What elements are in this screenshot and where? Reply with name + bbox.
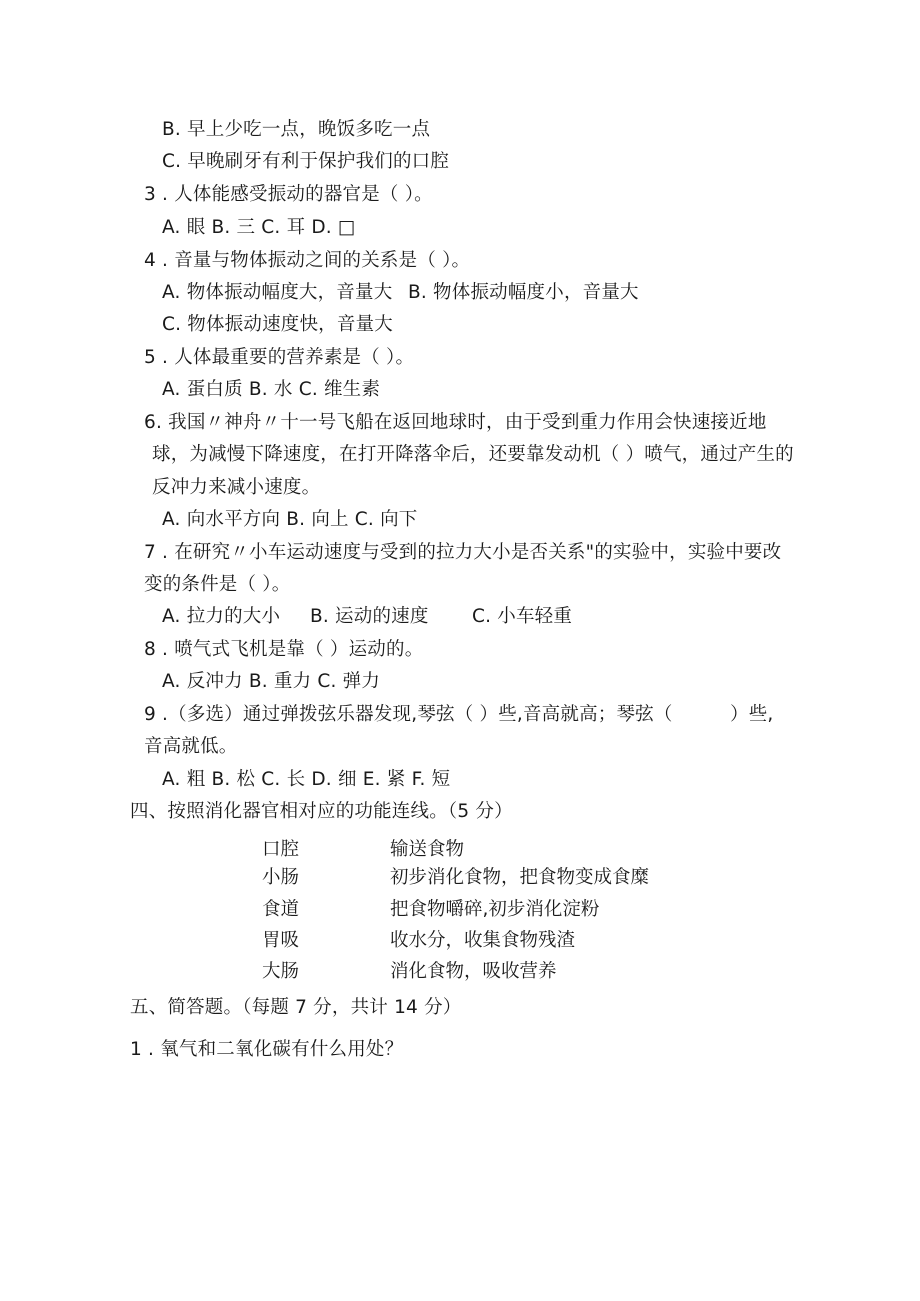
organ-item: 食道: [262, 899, 300, 920]
q3-stem: 3 . 人体能感受振动的器官是（ ）。: [144, 184, 433, 205]
q6-line-2: 球，为减慢下降速度，在打开降落伞后，还要靠发动机（ ）喷气，通过产生的: [152, 444, 794, 465]
q9-line-1: 9 .（多选）通过弹拨弦乐器发现,琴弦（ ）些,音高就高；琴弦（: [144, 704, 673, 725]
q8-stem: 8 . 喷气式飞机是靠（ ）运动的。: [144, 639, 424, 660]
q5-options: A. 蛋白质 B. 水 C. 维生素: [162, 379, 381, 400]
q9-options: A. 粗 B. 松 C. 长 D. 细 E. 紧 F. 短: [162, 769, 451, 790]
function-item: 收水分，收集食物残渣: [390, 930, 576, 951]
organ-item: 大肠: [262, 961, 300, 982]
q9-line-1-end: ）些,: [730, 704, 774, 725]
q4-option-b: B. 物体振动幅度小，音量大: [408, 282, 639, 303]
section-5-title: 五、简答题。（每题 7 分，共计 14 分）: [130, 997, 462, 1018]
function-item: 消化食物，吸收营养: [390, 961, 557, 982]
function-item: 初步消化食物，把食物变成食糜: [390, 867, 650, 888]
q7-option-a: A. 拉力的大小: [162, 606, 281, 627]
q4-option-a: A. 物体振动幅度大，音量大: [162, 282, 393, 303]
q2-option-b: B. 早上少吃一点，晚饭多吃一点: [162, 119, 431, 140]
q2-option-c: C. 早晚刷牙有利于保护我们的口腔: [162, 151, 450, 172]
section-5-question-1: 1 . 氧气和二氧化碳有什么用处？: [130, 1039, 404, 1060]
q6-line-1: 6. 我国〃神舟〃十一号飞船在返回地球时，由于受到重力作用会快速接近地: [144, 412, 767, 433]
organ-item: 小肠: [262, 867, 300, 888]
q4-stem: 4 . 音量与物体振动之间的关系是（ ）。: [144, 250, 471, 271]
q3-options: A. 眼 B. 三 C. 耳 D. □: [162, 217, 356, 238]
q7-option-c: C. 小车轻重: [472, 606, 573, 627]
q4-option-c: C. 物体振动速度快，音量大: [162, 314, 393, 335]
q7-option-b: B. 运动的速度: [310, 606, 429, 627]
q9-line-2: 音高就低。: [144, 736, 238, 757]
q6-options: A. 向水平方向 B. 向上 C. 向下: [162, 509, 418, 530]
organ-item: 胃吸: [262, 930, 300, 951]
q5-stem: 5 . 人体最重要的营养素是（ ）。: [144, 347, 415, 368]
function-item: 把食物嚼碎,初步消化淀粉: [390, 899, 600, 920]
q6-line-3: 反冲力来减小速度。: [152, 477, 321, 498]
function-item: 输送食物: [390, 839, 465, 860]
q7-line-2: 变的条件是（ ）。: [144, 574, 291, 595]
organ-item: 口腔: [262, 839, 300, 860]
q8-options: A. 反冲力 B. 重力 C. 弹力: [162, 671, 381, 692]
section-4-title: 四、按照消化器官相对应的功能连线。（5 分）: [130, 801, 513, 822]
q7-line-1: 7 . 在研究〃小车运动速度与受到的拉力大小是否关系"的实验中，实验中要改: [144, 542, 782, 563]
